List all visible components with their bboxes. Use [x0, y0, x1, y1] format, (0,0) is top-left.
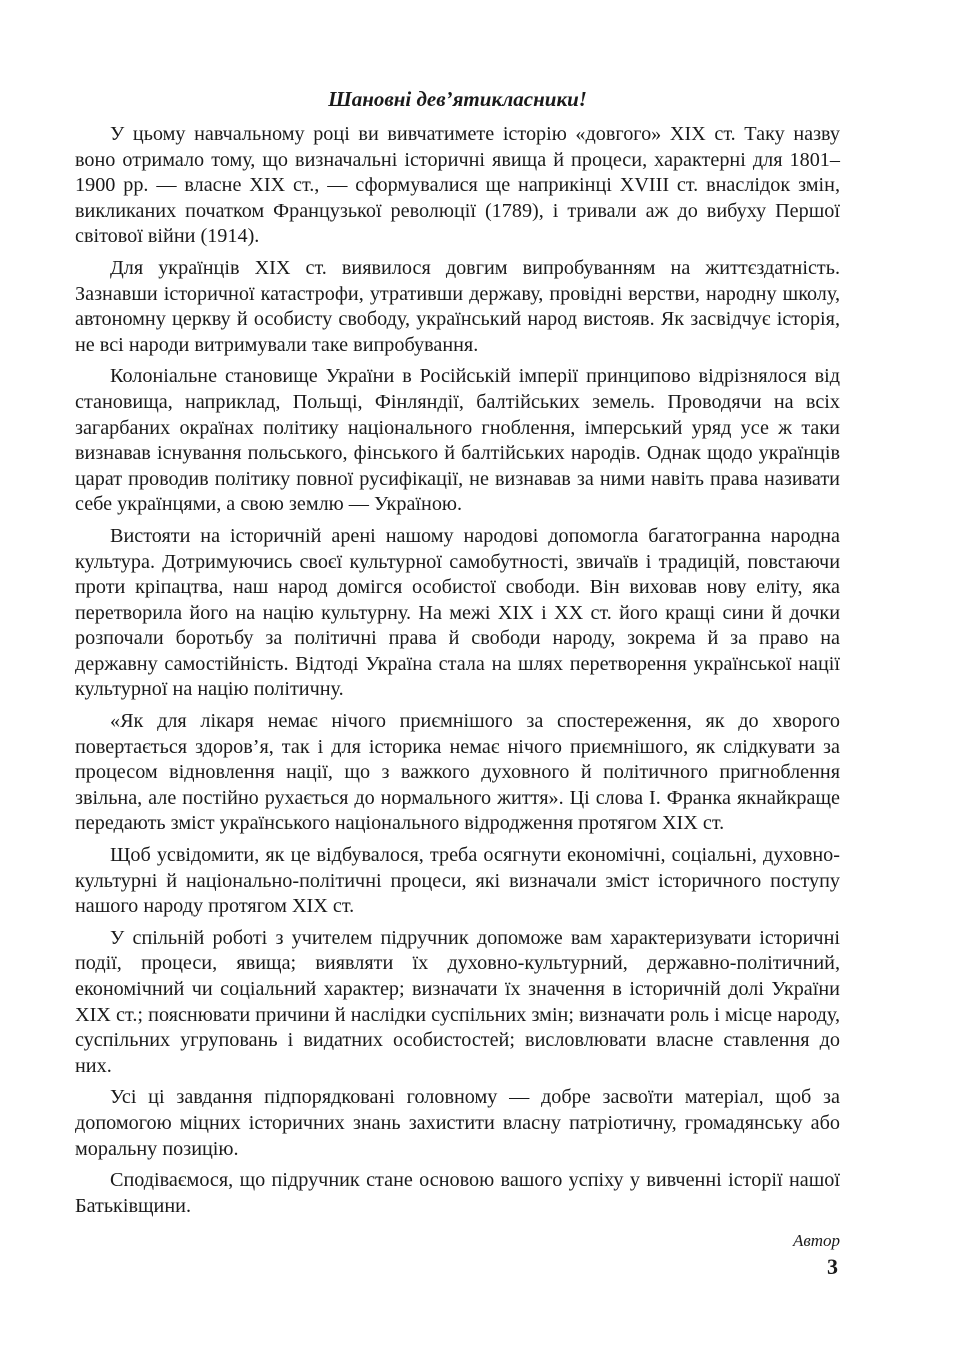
paragraph-2: Для українців XIX ст. виявилося довгим випробуванням на життєздатність. Зазнавши історичної катастрофи, утративши державу, провідні верстви, народну школу, автономну церкву й особисту свободу, український народ вистояв. Як засвідчує історія, не всі народи витримували таке випробування.: [75, 256, 840, 356]
page-content: [75, 84, 840, 1253]
paragraph-7: У спільній роботі з учителем підручник допоможе вам характеризувати історичні події, процеси, явища; виявляти їх духовно-культурний, державно-політичний, економічний чи соціальний характер; визначати їх значення в історичній долі України XIX ст.; пояснювати причини й наслідки суспільних змін; визначати роль і місце народу, суспільних угруповань і видатних особистостей; висловлювати власне ставлення до них.: [75, 926, 840, 1077]
paragraph-5-quote: «Як для лікаря немає нічого приємнішого за спостереження, як до хворого повертається здоров’я, так і для історика немає нічого приємнішого, як слідкувати за процесом відновлення нації, що з важкого духовного й політичного пригноблення звільна, але постійно рухається до нормального життя». Ці слова І. Франка якнайкраще передають зміст українського національного відродження протягом XIX ст.: [75, 710, 840, 835]
author-signature: Автор: [792, 1231, 840, 1251]
paragraph-6: Щоб усвідомити, як це відбувалося, треба осягнути економічні, соціальні, духовно-культурні й національно-політичні процеси, які визначали зміст історичного поступу нашого народу протягом XIX ст.: [75, 844, 840, 918]
paragraph-3: Колоніальне становище України в Російській імперії принципово відрізнялося від становища, наприклад, Польщі, Фінляндії, балтійських земель. Проводячи на всіх загарбаних окраїнах політику національного гноблення, імперський уряд усе ж таки визнавав існування польського, фінського й балтійських народів. Однак щодо українців царат проводив політику повної русифікації, не визнавав за ними навіть права називати себе українцями, а свою землю — Україною.: [75, 365, 840, 516]
paragraph-4: Вистояти на історичній арені нашому народові допомогла багатогранна народна культура. Дотримуючись своєї культурної самобутності, звичаїв і традицій, повстаючи проти кріпацтва, наш народ домігся особистої свободи. Він виховав нову еліту, яка перетворила його на націю культурну. На межі XIX і XX ст. його кращі сини й дочки розпочали боротьбу за політичні права й свободи народу, зокрема й за право на державну самостійність. Відтоді Україна стала на шлях перетворення української нації культурної на націю політичну.: [75, 524, 840, 701]
paragraph-1: У цьому навчальному році ви вивчатимете історію «довгого» XIX ст. Таку назву воно отримало тому, що визначальні історичні явища й процеси, характерні для 1801–1900 рр. — власне XIX ст., — сформувалися ще наприкінці XVIII ст. внаслідок змін, викликаних початком Французької революції (1789), і тривали аж до вибуху Першої світової війни (1914).: [75, 123, 840, 248]
page-heading: Шановні дев’ятикласники!: [328, 87, 587, 111]
paragraph-8: Усі ці завдання підпорядковані головному — добре засвоїти матеріал, щоб за допомогою міцних історичних знань захистити власну патріотичну, громадянську або моральну позицію.: [75, 1086, 840, 1160]
page-number: 3: [827, 1254, 838, 1279]
paragraph-9: Сподіваємося, що підручник стане основою вашого успіху у вивченні історії нашої Батьківщини.: [75, 1169, 840, 1217]
